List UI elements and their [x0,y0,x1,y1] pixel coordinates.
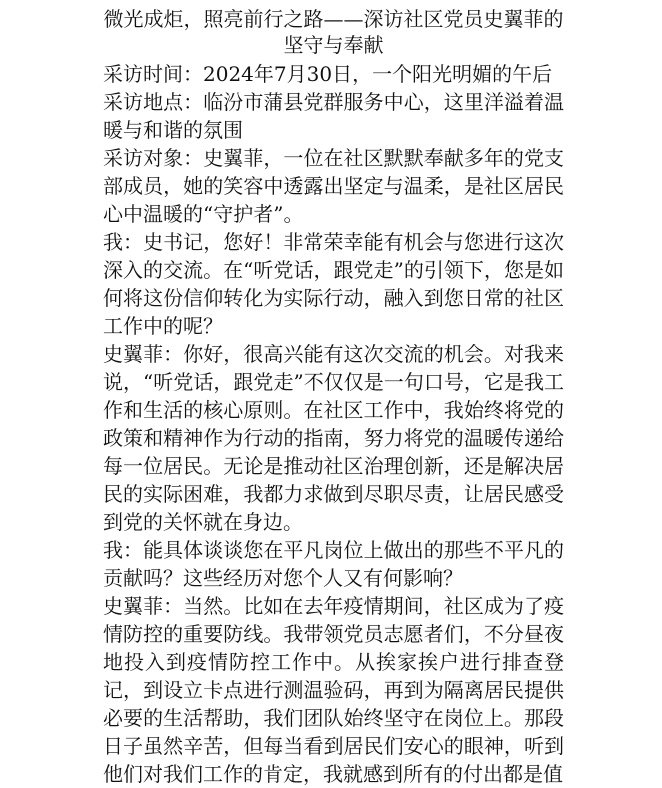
interview-time-value: 2024年7月30日，一个阳光明媚的午后 [203,62,553,86]
dialogue-answer-1 [103,340,564,536]
interview-subject-value: 史翼菲，一位在社区默默奉献多年的党支部成员，她的笑容中透露出坚定与温柔，是社区居民心中温暖的“守护者”。 [103,146,565,226]
interview-subject-label: 采访对象： [103,146,204,170]
dialogue-question-2 [103,536,564,592]
dialogue-text: 史书记，您好！非常荣幸能有机会与您进行这次深入的交流。在“听党话，跟党走”的引领下，您是如何将这份信仰转化为实际行动，融入到您日常的社区工作中的呢？ [103,230,565,338]
article-title: 微光成炬，照亮前行之路——深访社区党员史翼菲的坚守与奉献 [103,7,564,57]
speaker-label: 我： [103,230,144,254]
interview-place-label: 采访地点： [103,90,204,114]
speaker-label: 史翼菲： [103,594,184,618]
dialogue-text: 当然。比如在去年疫情期间，社区成为了疫情防控的重要防线。我带领党员志愿者们，不分昼夜地投入到疫情防控工作中。从挨家挨户进行排查登记，到设立卡点进行测温验码，再到为隔离居民提供必要的生活帮助，我们团队始终坚守在岗位上。那段日子虽然辛苦，但每当看到居民们安心的眼神，听到他们对我们工作的肯定，我就感到所有的付出都是值 [103,594,565,786]
dialogue-answer-2 [103,592,564,788]
speaker-label: 我： [103,538,144,562]
dialogue-text: 能具体谈谈您在平凡岗位上做出的那些不平凡的贡献吗？这些经历对您个人又有何影响？ [103,538,565,590]
dialogue-text: 你好，很高兴能有这次交流的机会。对我来说，“听党话，跟党走”不仅仅是一句口号，它是我工作和生活的核心原则。在社区工作中，我始终将党的政策和精神作为行动的指南，努力将党的温暖传递给每一位居民。无论是推动社区治理创新，还是解决居民的实际困难，我都力求做到尽职尽责，让居民感受到党的关怀就在身边。 [103,342,565,534]
interview-time [103,60,564,88]
interview-subject [103,144,564,228]
interview-place [103,88,564,144]
interview-time-label: 采访时间： [103,62,203,86]
dialogue-question-1 [103,228,564,340]
interview-place-value: 临汾市蒲县党群服务中心，这里洋溢着温暖与和谐的氛围 [103,90,565,142]
speaker-label: 史翼菲： [103,342,184,366]
